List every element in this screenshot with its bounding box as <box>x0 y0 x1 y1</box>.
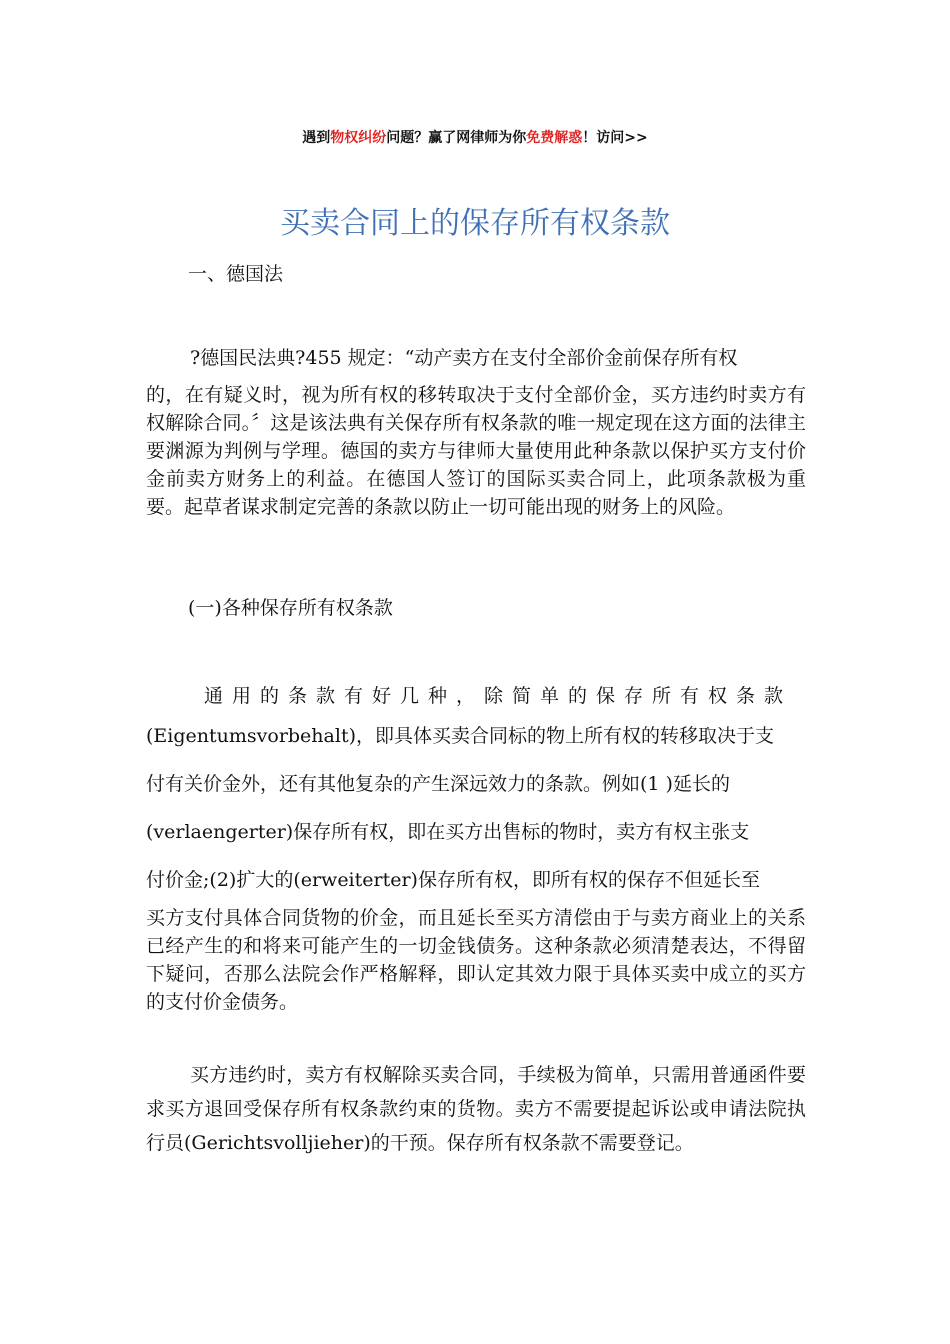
paragraph-body: 买方支付具体合同货物的价金，而且延长至买方清偿由于与卖方商业上的关系已经产生的和将来可能产生的一切金钱债务。这种条款必须清楚表达，不得留下疑问，否那么法院会作严格解释，即认定其效力限于具体买卖中成立的买方的支付价金债务。 <box>146 907 806 1013</box>
banner-middle: 问题？赢了网律师为你 <box>386 130 527 146</box>
paragraph-german-civil-code <box>146 344 806 521</box>
paragraph-line: 付价金;(2)扩大的(erweiterter)保存所有权，即所有权的保存不但延长至 <box>146 869 760 891</box>
paragraph-body: 的，在有疑义时，视为所有权的移转取决于支付全部价金，买方违约时卖方有权解除合同。〞这是该法典有关保存所有权条款的唯一规定现在这方面的法律主要渊源为判例与学理。德国的卖方与律师大量使用此种条款以保护买方支付价金前卖方财务上的利益。在德国人签订的国际买卖合同上，此项条款极为重要。起草者谋求制定完善的条款以防止一切可能出现的财务上的风险。 <box>146 384 806 518</box>
paragraph-buyer-breach: 买方违约时，卖方有权解除买卖合同，手续极为简单，只需用普通函件要求买方退回受保存所有权条款约束的货物。卖方不需要提起诉讼或申请法院执行员(Gerichtsvolljieher)的干预。保存所有权条款不需要登记。 <box>146 1064 806 1154</box>
banner-prefix: 遇到 <box>302 130 331 146</box>
paragraph-clause-types <box>146 680 806 1016</box>
paragraph-line: (Eigentumsvorbehalt)，即具体买卖合同标的物上所有权的转移取决于支 <box>146 725 774 747</box>
paragraph-first-line: ?德国民法典?455 规定：“动产卖方在支付全部价金前保存所有权 <box>190 347 738 369</box>
paragraph-first-line: 通用的条款有好几种，除简单的保存所有权条款 <box>204 685 793 707</box>
banner-highlight-property-dispute[interactable]: 物权纠纷 <box>330 130 387 146</box>
banner-highlight-free-answer[interactable]: 免费解惑 <box>526 130 583 146</box>
banner-visit-link[interactable]: ！访问>> <box>582 130 648 146</box>
subsection-heading: (一)各种保存所有权条款 <box>188 597 393 619</box>
paragraph-line: 付有关价金外，还有其他复杂的产生深远效力的条款。例如(1 )延长的 <box>146 773 730 795</box>
promo-banner[interactable] <box>0 128 950 148</box>
section-heading: 一、德国法 <box>188 263 284 285</box>
document-title: 买卖合同上的保存所有权条款 <box>280 206 670 241</box>
paragraph-line: (verlaengerter)保存所有权，即在买方出售标的物时，卖方有权主张支 <box>146 821 750 843</box>
